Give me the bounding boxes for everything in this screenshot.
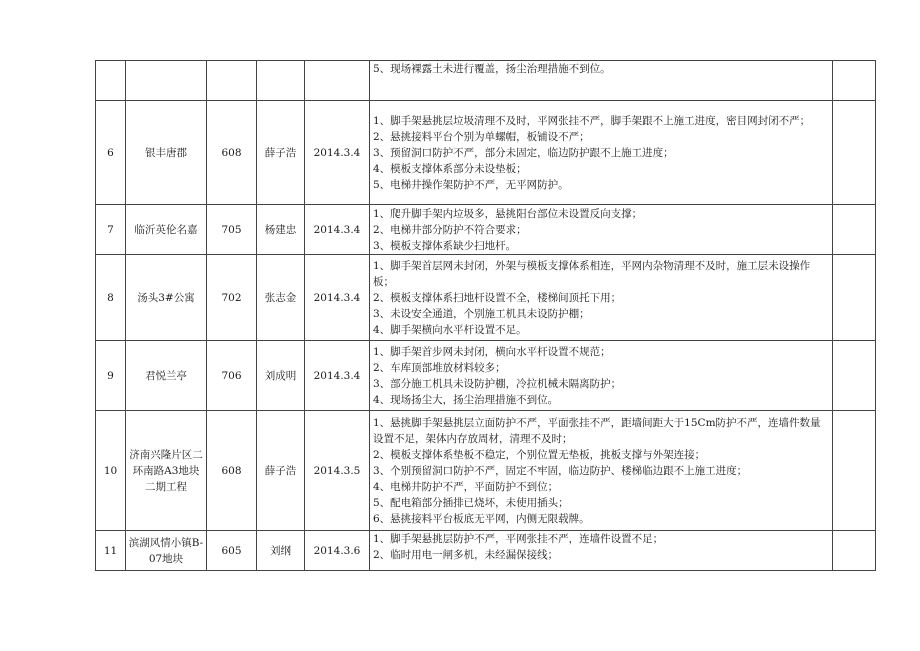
- issues-cell: [370, 411, 833, 531]
- issue-line: 3、模板支撑体系缺少扫地杆。: [373, 239, 517, 252]
- inspection-date: 2014.3.6: [305, 531, 370, 571]
- inspector: 薛子浩: [257, 101, 305, 205]
- issue-line: 2、模板支撑体系扫地杆设置不全，楼梯间顶托下用；: [373, 291, 622, 304]
- issue-line: 2、临时用电一闸多机，未经漏保接线；: [373, 549, 559, 561]
- issue-line: 1、脚手架首步网未封闭，横向水平杆设置不规范；: [373, 345, 611, 358]
- issue-line: 1、脚手架悬挑层防护不严，平网张挂不严，连墙件设置不足；: [373, 533, 664, 545]
- table-row: [96, 341, 876, 411]
- row-number: 8: [96, 255, 126, 341]
- issue-line: 4、模板支撑体系部分未设垫板；: [373, 162, 527, 175]
- table-row: [96, 255, 876, 341]
- inspection-date: 2014.3.4: [305, 205, 370, 255]
- issue-line: 2、电梯井部分防护不符合要求；: [373, 223, 527, 236]
- issue-line: 4、电梯井防护不严，平面防护不到位；: [373, 480, 559, 493]
- issue-line: 1、脚手架悬挑层垃圾清理不及时，平网张挂不严，脚手架跟不上施工进度，密目网封闭不严；: [373, 114, 811, 127]
- project-code: [207, 61, 257, 101]
- inspection-date: [305, 61, 370, 101]
- row-number: 11: [96, 531, 126, 571]
- issues-cell: [370, 101, 833, 205]
- issue-line: 1、爬升脚手架内垃圾多，悬挑阳台部位未设置反向支撑；: [373, 207, 643, 220]
- issue-line: 1、脚手架首层网未封闭，外架与模板支撑体系相连，平网内杂物清理不及时，施工层未设操作板；: [373, 259, 811, 288]
- project-code: 705: [207, 205, 257, 255]
- issue-line: 3、预留洞口防护不严，部分未固定，临边防护跟不上施工进度；: [373, 146, 674, 159]
- project-code: 608: [207, 411, 257, 531]
- project-code: 702: [207, 255, 257, 341]
- remarks-cell: [833, 411, 876, 531]
- row-number: 6: [96, 101, 126, 205]
- issues-cell: [370, 255, 833, 341]
- inspector: 刘成明: [257, 341, 305, 411]
- row-number: 9: [96, 341, 126, 411]
- inspection-date: 2014.3.4: [305, 101, 370, 205]
- remarks-cell: [833, 341, 876, 411]
- remarks-cell: [833, 61, 876, 101]
- issue-line: 4、现场扬尘大，扬尘治理措施不到位。: [373, 393, 559, 406]
- issue-line: 3、部分施工机具未设防护棚，冷拉机械未隔离防护；: [373, 377, 622, 390]
- inspector: 张志金: [257, 255, 305, 341]
- issues-cell: [370, 205, 833, 255]
- inspection-date: 2014.3.4: [305, 255, 370, 341]
- row-number: [96, 61, 126, 101]
- inspection-date: 2014.3.5: [305, 411, 370, 531]
- project-code: 706: [207, 341, 257, 411]
- inspector: [257, 61, 305, 101]
- issues-cell: [370, 61, 833, 101]
- project-name: 君悦兰亭: [126, 341, 207, 411]
- issue-line: 5、电梯井操作架防护不严，无平网防护。: [373, 178, 569, 191]
- table-row: [96, 531, 876, 571]
- row-number: 7: [96, 205, 126, 255]
- project-name: 济南兴隆片区二环南路A3地块二期工程: [126, 411, 207, 531]
- issue-line: 2、车库顶部堆放材料较多；: [373, 361, 506, 374]
- table-row: [96, 411, 876, 531]
- row-number: 10: [96, 411, 126, 531]
- issues-cell: [370, 341, 833, 411]
- issue-line: 6、悬挑接料平台板底无平网，内侧无限载牌。: [373, 512, 590, 525]
- project-name: 汤头3#公寓: [126, 255, 207, 341]
- issues-cell: [370, 531, 833, 571]
- inspector: 薛子浩: [257, 411, 305, 531]
- table-row: [96, 101, 876, 205]
- issue-line: 3、个别预留洞口防护不严，固定不牢固，临边防护、楼梯临边跟不上施工进度；: [373, 464, 748, 477]
- project-code: 605: [207, 531, 257, 571]
- remarks-cell: [833, 255, 876, 341]
- issue-line: 5、现场裸露土未进行覆盖，扬尘治理措施不到位。: [373, 63, 611, 75]
- issue-line: 3、未设安全通道，个别施工机具未设防护棚；: [373, 307, 590, 320]
- table-row: [96, 205, 876, 255]
- project-name: 银丰唐郡: [126, 101, 207, 205]
- inspector: 杨建忠: [257, 205, 305, 255]
- project-name: 滨湖风情小镇B-07地块: [126, 531, 207, 571]
- table-row: [96, 61, 876, 101]
- issue-line: 4、脚手架横向水平杆设置不足。: [373, 323, 527, 336]
- project-code: 608: [207, 101, 257, 205]
- issue-line: 1、悬挑脚手架悬挑层立面防护不严，平面张挂不严，距墙间距大于15Cm防护不严，连墙件数量设置不足，架体内存放周材，清理不及时；: [373, 416, 821, 445]
- project-name: [126, 61, 207, 101]
- inspector: 刘纲: [257, 531, 305, 571]
- issue-line: 2、模板支撑体系垫板不稳定，个别位置无垫板，挑板支撑与外架连接；: [373, 448, 706, 461]
- remarks-cell: [833, 531, 876, 571]
- project-name: 临沂英伦名嘉: [126, 205, 207, 255]
- issue-line: 5、配电箱部分插排已烧坏，未使用插头；: [373, 496, 569, 509]
- remarks-cell: [833, 101, 876, 205]
- remarks-cell: [833, 205, 876, 255]
- inspection-date: 2014.3.4: [305, 341, 370, 411]
- issue-line: 2、悬挑接料平台个别为单螺帽，板铺设不严；: [373, 130, 590, 143]
- inspection-table: [95, 60, 876, 571]
